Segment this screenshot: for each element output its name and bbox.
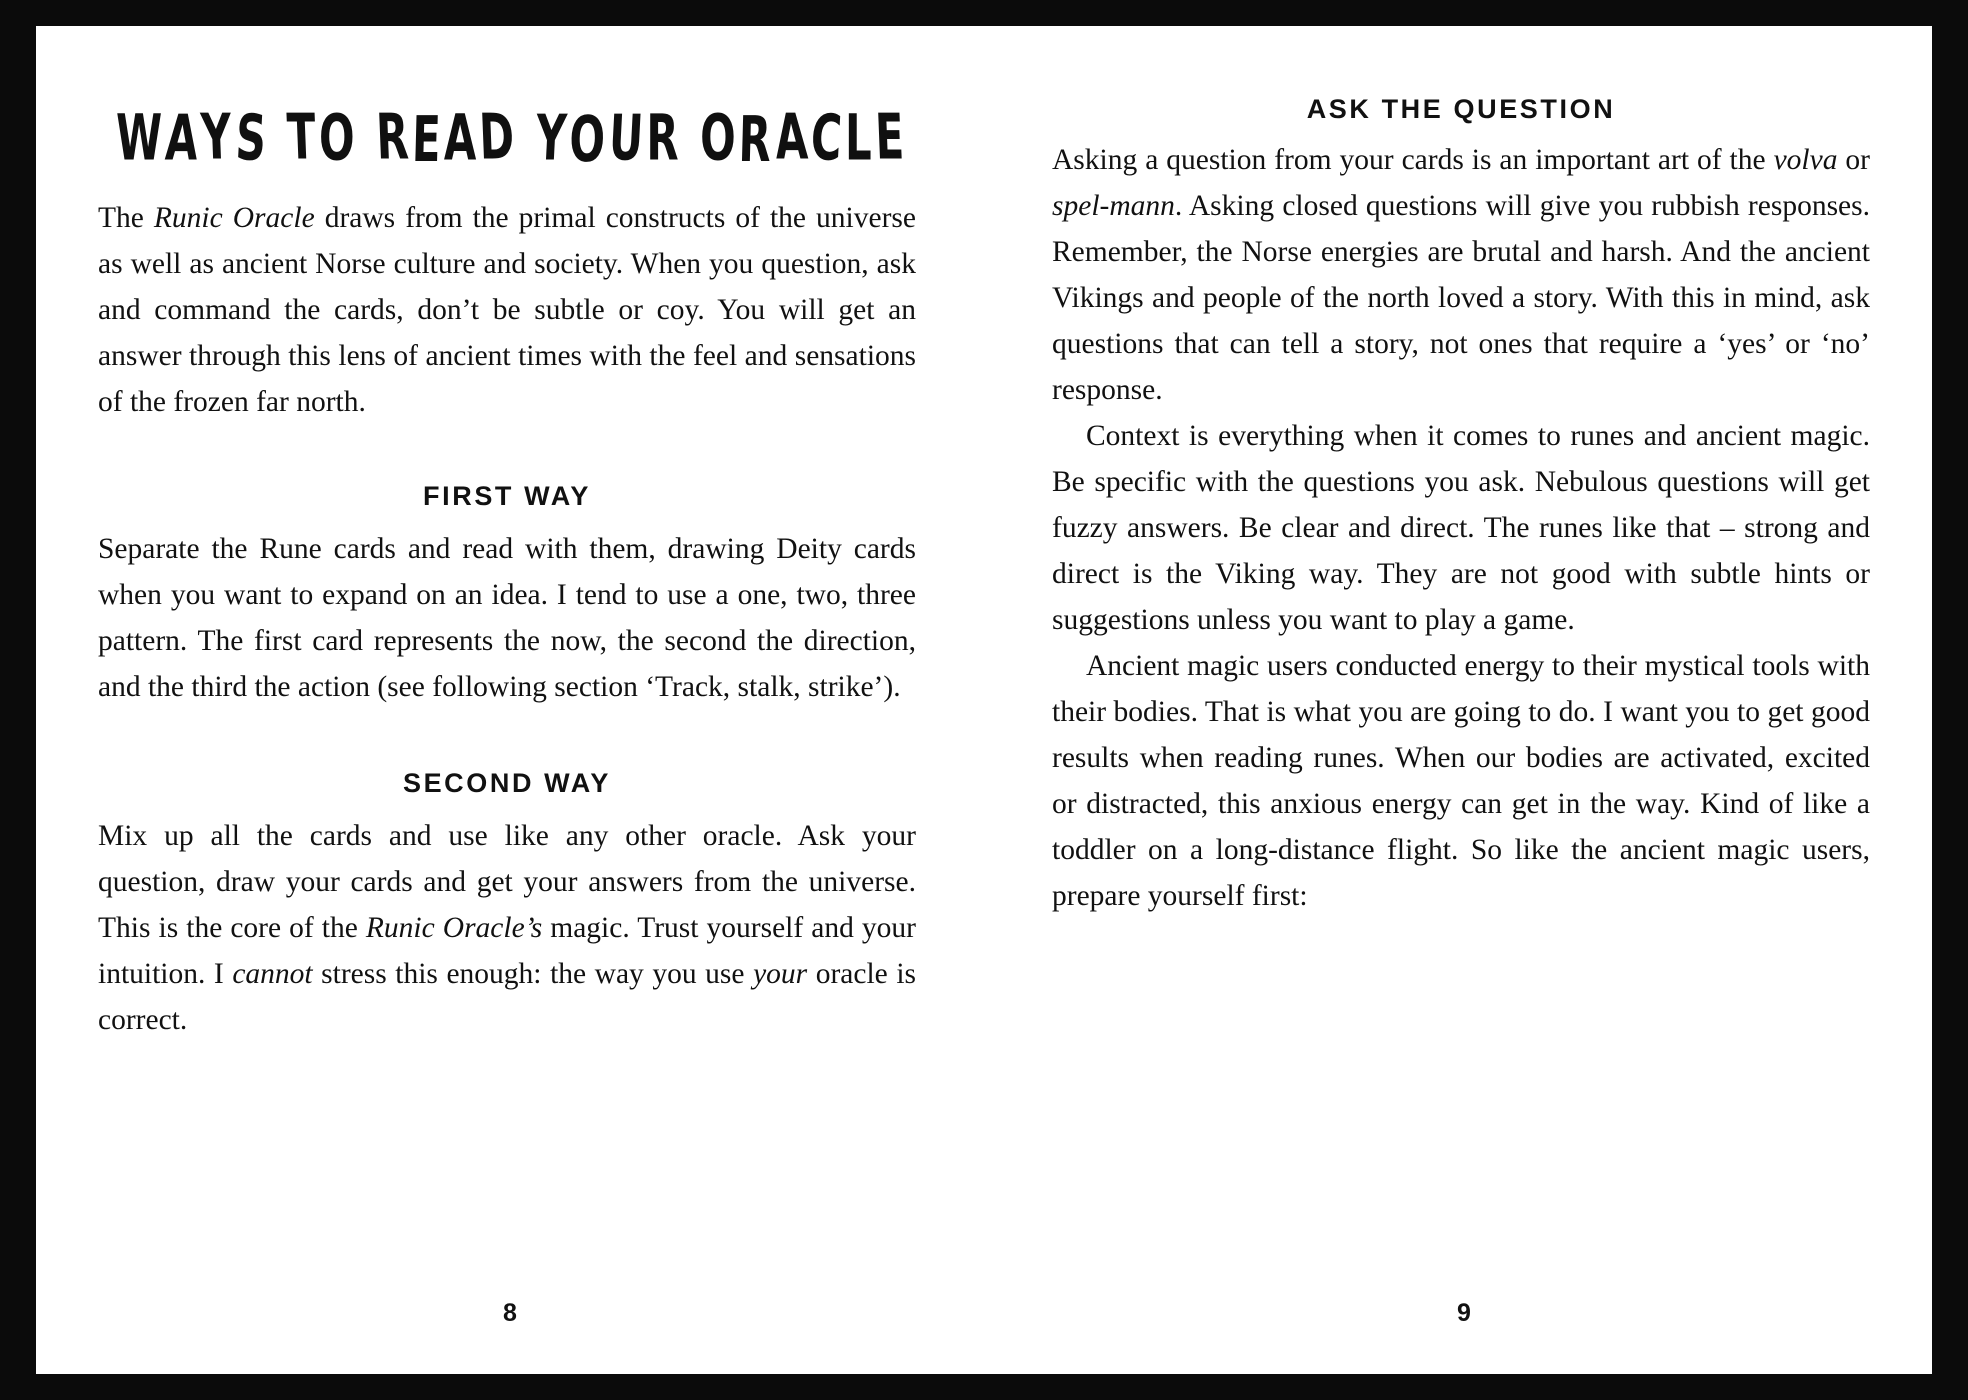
intro-text-before: The: [98, 202, 154, 235]
rune-title-glyph: E: [873, 100, 909, 175]
intro-text-after: draws from the primal constructs of the universe as well as ancient Norse culture and society. When you question, ask and command the cards, don’t be subtle or coy. You will get an answer through this lens of ancient times with the feel and sensations of the frozen far north.: [98, 202, 916, 419]
rune-title-glyph: T: [285, 100, 321, 175]
rune-title-glyph: A: [163, 101, 204, 176]
rune-title-glyph: [681, 105, 702, 171]
ask-paragraph-2: Context is everything when it comes to runes and ancient magic. Be specific with the questions you ask. Nebulous questions will get fuzzy answers. Be clear and direct. The runes like that – strong and direct is the Viking way. They are not good with subtle hints or suggestions unless you want to play a game.: [1052, 420, 1870, 636]
second-way-text-4: oracle is correct.: [98, 958, 917, 1037]
rune-title-glyph: E: [410, 103, 445, 178]
rune-title-glyph: R: [374, 100, 414, 175]
rune-title-glyph: W: [116, 101, 166, 176]
rune-title-glyph: R: [646, 101, 683, 176]
rune-title-glyph: S: [233, 101, 271, 176]
rune-title-glyph: O: [700, 101, 740, 176]
second-way-text-3: stress this enough: the way you use: [312, 958, 754, 991]
second-way-text-1: Mix up all the cards and use like any other oracle. Ask your question, draw your cards and get your answers from the universe. This is the core of the: [98, 820, 916, 945]
rune-title-glyph: Y: [534, 101, 572, 176]
ask-italic-spel-mann: spel-mann: [1052, 190, 1175, 222]
second-way-italic-your: your: [753, 958, 808, 991]
page-number-right: 9: [1457, 1299, 1471, 1327]
ask-text-3: . Asking closed questions will give you rubbish responses. Remember, the Norse energies are brutal and harsh. And the ancient Vikings and people of the north loved a story. With this in mind, ask questions that can tell a story, not ones that require a ‘yes’ or ‘no’ response.: [1052, 190, 1870, 406]
rune-title-glyph: O: [568, 103, 610, 178]
rune-title-glyph: A: [443, 101, 480, 176]
ask-text-2: or: [1837, 144, 1870, 176]
rune-title-glyph: C: [808, 101, 847, 176]
rune-title-glyph: A: [773, 100, 813, 175]
intro-italic-runic-oracle: Runic Oracle: [153, 202, 315, 235]
section-heading-ask-the-question: ASK THE QUESTION: [1306, 94, 1616, 124]
rune-title-glyph: U: [607, 101, 649, 176]
rune-title-glyph: Y: [200, 100, 237, 175]
rune-title-glyph: [268, 107, 288, 173]
second-way-italic-runic-oracles: Runic Oracle’s: [365, 912, 543, 945]
ask-paragraph-1: [1052, 137, 1870, 413]
rune-title-glyph: R: [738, 103, 776, 178]
right-page: [984, 26, 1932, 1374]
ask-text-1: Asking a question from your cards is an important art of the: [1052, 144, 1774, 176]
page-title: [116, 100, 909, 178]
rune-title-glyph: O: [319, 101, 359, 176]
ask-paragraph-3: Ancient magic users conducted energy to their mystical tools with their bodies. That is what you are going to do. I want you to get good results when reading runes. When our bodies are activated, excited or distracted, this anxious energy can get in the way. Kind of like a toddler on a long-distance flight. So like the ancient magic users, prepare yourself first:: [1052, 650, 1870, 912]
rune-title-glyph: [518, 106, 536, 172]
left-page: [36, 26, 984, 1374]
section-heading-first-way: FIRST WAY: [423, 481, 591, 512]
second-way-paragraph: [98, 813, 916, 1043]
rune-title-glyph: L: [844, 101, 876, 176]
second-way-text-2: magic. Trust yourself and your intuition. I: [98, 912, 916, 991]
second-way-italic-cannot: cannot: [232, 958, 313, 991]
first-way-paragraph: Separate the Rune cards and read with them, drawing Deity cards when you want to expand on an idea. I tend to use a one, two, three pattern. The first card represents the now, the second the direction, and the third the action (see following section ‘Track, stalk, strike’).: [98, 533, 916, 704]
page-spread: [36, 26, 1932, 1374]
left-column: [98, 100, 917, 1306]
page-number-left: 8: [503, 1299, 517, 1327]
rune-title-glyph: D: [478, 100, 520, 175]
right-column: [1052, 94, 1870, 1294]
intro-paragraph: [98, 195, 916, 425]
ask-italic-volva: volva: [1773, 144, 1838, 176]
section-heading-second-way: SECOND WAY: [402, 768, 612, 799]
